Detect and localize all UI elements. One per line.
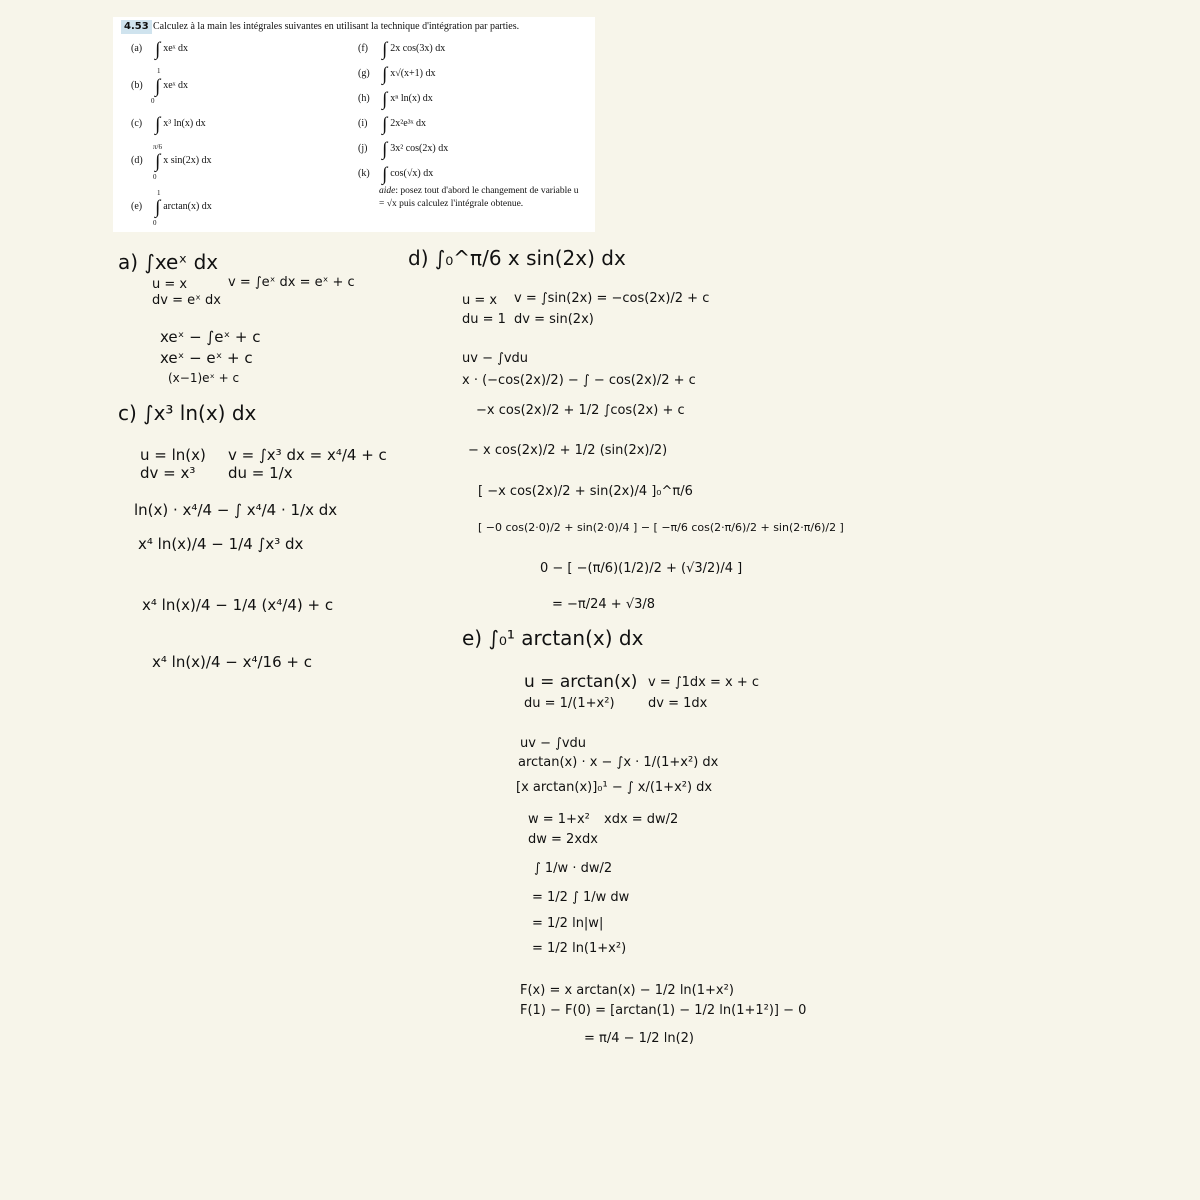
work-a-line: dv = eˣ dx <box>152 293 221 308</box>
work-d-line: du = 1 <box>462 312 506 327</box>
work-e-line: uv − ∫vdu <box>520 736 587 751</box>
item-c: (c) ∫ x³ ln(x) dx <box>131 114 206 135</box>
item-k: (k) ∫ cos(√x) dx <box>358 164 434 185</box>
exercise-number: 4.53 <box>121 20 152 34</box>
work-e-line: = 1/2 ln|w| <box>532 916 604 931</box>
work-d-line: − x cos(2x)/2 + 1/2 (sin(2x)/2) <box>468 443 668 458</box>
work-a-line: (x−1)eˣ + c <box>168 371 240 385</box>
work-c-line: ln(x) · x⁴/4 − ∫ x⁴/4 · 1/x dx <box>134 501 338 519</box>
item-i: (i) ∫ 2x²e³ˣ dx <box>358 114 427 135</box>
work-d-line: dv = sin(2x) <box>514 312 594 327</box>
item-b: (b) ∫ xeˣ dx <box>131 76 189 97</box>
work-e-line: = π/4 − 1/2 ln(2) <box>584 1031 694 1046</box>
work-e-line: ∫ 1/w · dw/2 <box>534 861 613 876</box>
work-e-line: dw = 2xdx <box>528 832 598 847</box>
work-c-line: v = ∫x³ dx = x⁴/4 + c <box>228 446 387 464</box>
work-a-line: xeˣ − ∫eˣ + c <box>160 328 261 346</box>
work-c-line: x⁴ ln(x)/4 − 1/4 ∫x³ dx <box>138 535 304 553</box>
item-d-upper: π/6 <box>153 143 162 151</box>
item-d-lower: 0 <box>153 173 157 181</box>
work-e-line: v = ∫1dx = x + c <box>648 675 759 690</box>
exercise-instruction: Calculez à la main les intégrales suivantes en utilisant la technique d'intégration par parties. <box>153 21 520 32</box>
work-e-line: u = arctan(x) <box>524 672 638 692</box>
work-a-line: u = x <box>152 277 188 292</box>
item-e-lower: 0 <box>153 219 157 227</box>
work-c-line: dv = x³ <box>140 464 196 482</box>
work-e-line: xdx = dw/2 <box>604 812 679 827</box>
work-e-line: = 1/2 ln(1+x²) <box>532 941 627 956</box>
work-e-line: dv = 1dx <box>648 696 708 711</box>
work-d-line: x · (−cos(2x)/2) − ∫ − cos(2x)/2 + c <box>462 373 696 388</box>
work-d-line: d) ∫₀^π/6 x sin(2x) dx <box>408 246 626 270</box>
work-d-line: u = x <box>462 293 498 308</box>
work-e-line: [x arctan(x)]₀¹ − ∫ x/(1+x²) dx <box>516 780 713 795</box>
item-f: (f) ∫ 2x cos(3x) dx <box>358 39 446 60</box>
item-a: (a) ∫ xeˣ dx <box>131 39 189 60</box>
work-d-line: v = ∫sin(2x) = −cos(2x)/2 + c <box>514 291 710 306</box>
item-e-upper: 1 <box>157 189 161 197</box>
item-b-lower: 0 <box>151 97 155 105</box>
work-d-line: [ −x cos(2x)/2 + sin(2x)/4 ]₀^π/6 <box>478 484 693 499</box>
work-a-line: xeˣ − eˣ + c <box>160 349 253 367</box>
item-b-upper: 1 <box>157 67 161 75</box>
work-a-line: v = ∫eˣ dx = eˣ + c <box>228 275 355 290</box>
work-e-line: F(1) − F(0) = [arctan(1) − 1/2 ln(1+1²)] − 0 <box>520 1003 807 1018</box>
item-d: (d) ∫ x sin(2x) dx <box>131 151 212 172</box>
work-e-line: du = 1/(1+x²) <box>524 696 615 711</box>
work-c-line: u = ln(x) <box>140 446 206 464</box>
work-c-line: du = 1/x <box>228 464 293 482</box>
exercise-printout <box>113 17 595 232</box>
item-g: (g) ∫ x√(x+1) dx <box>358 64 436 85</box>
work-d-line: −x cos(2x)/2 + 1/2 ∫cos(2x) + c <box>476 403 685 418</box>
work-d-line: [ −0 cos(2·0)/2 + sin(2·0)/4 ] − [ −π/6 cos(2·π/6)/2 + sin(2·π/6)/2 ] <box>478 521 844 534</box>
work-e-line: F(x) = x arctan(x) − 1/2 ln(1+x²) <box>520 983 734 998</box>
work-e-line: e) ∫₀¹ arctan(x) dx <box>462 626 644 650</box>
work-e-line: w = 1+x² <box>528 812 590 827</box>
work-d-line: uv − ∫vdu <box>462 351 529 366</box>
work-a-line: a) ∫xeˣ dx <box>118 250 219 274</box>
item-h: (h) ∫ xⁿ ln(x) dx <box>358 89 433 110</box>
item-j: (j) ∫ 3x² cos(2x) dx <box>358 139 449 160</box>
hint-text: aide: posez tout d'abord le changement de variable u = √x puis calculez l'intégrale obtenue. <box>379 186 579 209</box>
work-e-line: = 1/2 ∫ 1/w dw <box>532 890 630 905</box>
item-e: (e) ∫ arctan(x) dx <box>131 197 212 218</box>
work-d-line: 0 − [ −(π/6)(1/2)/2 + (√3/2)/4 ] <box>540 561 743 576</box>
work-c-line: x⁴ ln(x)/4 − x⁴/16 + c <box>152 653 312 671</box>
work-e-line: arctan(x) · x − ∫x · 1/(1+x²) dx <box>518 755 719 770</box>
work-d-line: = −π/24 + √3/8 <box>552 597 656 612</box>
work-c-line: x⁴ ln(x)/4 − 1/4 (x⁴/4) + c <box>142 596 334 614</box>
work-c-line: c) ∫x³ ln(x) dx <box>118 401 257 425</box>
